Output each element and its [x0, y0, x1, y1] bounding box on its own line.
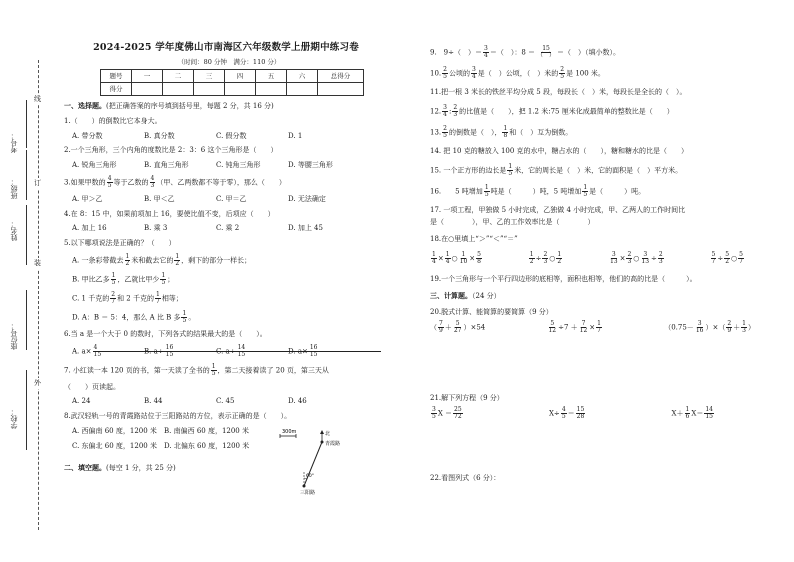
- calc-expression: $\frac{5}{12}$ ÷7 ＋ $\frac{7}{12}$ × $\frac{1}{7}$: [548, 320, 601, 334]
- option[interactable]: C. 乘 2: [216, 224, 240, 233]
- angle-label: 60°: [306, 474, 314, 479]
- section-heading: 一、选择题。(把正确答案的序号填到括号里，每题 2 分，共 16 分): [64, 101, 274, 110]
- options-4: [72, 224, 394, 233]
- question-6: 6.当 a 是一个大于 0 的数时，下列各式的结果最大的是（ ）。: [64, 329, 267, 338]
- score-cell[interactable]: [225, 83, 256, 96]
- question-17: 17. 一项工程，甲独做 5 小时完成，乙独做 4 小时完成，甲、乙两人的工作时间比: [430, 205, 686, 214]
- option[interactable]: D. 1: [288, 131, 303, 140]
- options-3: [72, 195, 394, 204]
- option[interactable]: D. 46: [288, 397, 307, 406]
- section-heading: 二、填空题。(每空 1 分，共 25 分): [64, 463, 176, 473]
- equation: $\frac{3}{5}$ X ＝ $\frac{25}{72}$: [432, 405, 462, 420]
- compare-item[interactable]: $\frac{3}{13}$ × $\frac{2}{3}$ ○ $\frac{3}{13}$ ÷ $\frac{2}{3}$: [609, 250, 663, 265]
- option[interactable]: C. 东偏北 60 度，1200 米: [72, 441, 157, 450]
- cut-line: [38, 60, 39, 530]
- margin-label-name: 姓名：: [10, 220, 18, 241]
- option[interactable]: C. 45: [216, 397, 235, 406]
- question-10: 10. $\frac{2}{5}$ 公顷的 $\frac{3}{4}$ 是（ ）公顷，（ ）米的 $\frac{2}{5}$ 是 100 米。: [430, 66, 605, 80]
- option[interactable]: A. 甲＞乙: [72, 194, 103, 203]
- option[interactable]: A. 加上 16: [72, 224, 107, 233]
- right-column: [430, 46, 775, 491]
- option[interactable]: D. 加上 45: [288, 224, 323, 233]
- question-8: 8.武汉轻轨一号的青霞路站位于三阳路站的方位，表示正确的是（ ）。: [64, 412, 292, 420]
- exam-subtitle: （时间：80 分钟 满分：110 分）: [177, 57, 281, 66]
- question-7-cont: （ ）页读起。: [64, 382, 120, 391]
- question-4: 4.在 8：15 中，如果前项加上 16，要使比值不变，后项应（ ）: [64, 209, 275, 218]
- option[interactable]: A. 带分数: [72, 131, 103, 140]
- question-20: 20.脱式计算、能简算的要简算（9 分）: [430, 308, 553, 317]
- score-cell[interactable]: [287, 83, 318, 96]
- question-22: 22.看图列式（6 分）：: [430, 473, 501, 482]
- score-cell[interactable]: [163, 83, 194, 96]
- option[interactable]: C. 甲＝乙: [216, 194, 247, 203]
- question-9: 9. 9÷（ ）＝ $\frac{3}{4}$ ＝（ ）：8 ＝ $\frac{15}{( )}$ ＝（ ）（填小数）。: [430, 45, 621, 59]
- station-sanyang-marker: [303, 485, 306, 488]
- fill-line: [26, 370, 27, 450]
- score-header-cell: 一: [132, 70, 163, 83]
- margin-label-school: 学校：: [10, 408, 18, 429]
- option[interactable]: D. 北偏东 60 度，1200 米: [164, 441, 250, 450]
- option[interactable]: D. A：B ＝ 5：4，那么 A 比 B 多 $\frac{1}{5}$ 。: [72, 309, 196, 324]
- margin-label-exam-no: 考号：: [10, 132, 18, 153]
- option[interactable]: C. 假分数: [216, 131, 247, 140]
- question-13: 13. $\frac{2}{5}$ 的倒数是（ ）， $\frac{1}{8}$ 和（ ）互为倒数。: [430, 124, 573, 139]
- question-7: 7. 小红读一本 120 页的书，第一天读了全书的 $\frac{1}{5}$ ，第二天接着读了 20 页，第三天从: [64, 362, 329, 377]
- options-7: [72, 397, 394, 406]
- binding-margin: [0, 0, 62, 562]
- option[interactable]: B. 乘 3: [144, 224, 168, 233]
- margin-word: 装: [34, 259, 41, 267]
- option[interactable]: B. 直角三角形: [144, 161, 189, 169]
- options-2: [72, 161, 394, 170]
- margin-label-class: 班级：: [10, 178, 18, 199]
- station-qingxia-label: 青霞路: [325, 441, 341, 447]
- question-12: 12. $\frac{3}{4}$ : $\frac{2}{3}$ 的比值是（ ），把 1.2 米:75 厘米化成最简单的整数比是（ ）: [430, 103, 674, 118]
- score-row-label: 得分: [101, 83, 132, 96]
- exam-title: 2024-2025 学年度佛山市南海区六年级数学上册期中练习卷: [93, 42, 359, 53]
- question-18: 18.在○里填上“＞”“＜”“＝”: [430, 235, 518, 243]
- score-cell[interactable]: [194, 83, 225, 96]
- question-11: 11.把一根 3 米长的铁丝平均分成 5 段，每段长（ ）米，每段长是全长的（ ）。: [430, 88, 687, 96]
- option[interactable]: A. a× $\frac{4}{15}$: [72, 345, 144, 358]
- option[interactable]: C. a÷ $\frac{14}{15}$: [216, 345, 288, 358]
- option[interactable]: D. 等腰三角形: [288, 161, 333, 169]
- question-2: 2.一个三角形，三个内角的度数比是 2：3：6 这个三角形是（ ）: [64, 146, 278, 155]
- option[interactable]: A. 24: [72, 397, 91, 406]
- score-header-cell: 三: [194, 70, 225, 83]
- option[interactable]: D. a× $\frac{16}{15}$: [288, 345, 360, 358]
- equation: X÷ $\frac{4}{5}$ ＝ $\frac{15}{28}$: [548, 405, 585, 420]
- margin-word: 外: [34, 379, 41, 387]
- score-cell[interactable]: [318, 83, 364, 96]
- fill-line: [26, 205, 27, 265]
- score-cell[interactable]: [256, 83, 287, 96]
- score-header-cell: 四: [225, 70, 256, 83]
- option[interactable]: A. 一条彩带截去 $\frac{1}{2}$ 米和截去它的 $\frac{1}{2}$ ，剩下的部分一样长；: [72, 252, 252, 267]
- direction-diagram: [270, 428, 350, 496]
- margin-word: 订: [34, 179, 41, 187]
- calc-expression: （ $\frac{7}{9}$ ＋ $\frac{5}{27}$ ）×54: [430, 320, 486, 334]
- compare-row: [430, 252, 775, 265]
- section-heading: 三、计算题。（24 分）: [430, 290, 501, 300]
- question-17-cont: 是（ ），甲、乙的工作效率比是（ ）: [430, 218, 595, 227]
- score-cell[interactable]: [132, 83, 163, 96]
- calc-expression: （0.75－ $\frac{3}{16}$ ）×（ $\frac{2}{9}$ ＋ $\frac{1}{3}$ ）: [664, 320, 755, 334]
- question-3: 3.如果甲数的 $\frac{4}{5}$ 等于乙数的 $\frac{4}{3}$ （甲、乙两数都不等于零），那么（ ）: [64, 174, 286, 189]
- option[interactable]: B. 甲比乙多 $\frac{1}{5}$ ，乙就比甲少 $\frac{1}{5}$ ；: [72, 271, 175, 286]
- station-sanyang-label: 三阳路: [300, 490, 316, 496]
- compare-item[interactable]: $\frac{1}{4}$ × $\frac{1}{4}$ ○ $\frac{1}{10}$ × $\frac{5}{8}$: [432, 250, 481, 265]
- north-arrow: [320, 430, 324, 442]
- score-header-cell: 题号: [101, 70, 132, 83]
- score-table: [100, 69, 364, 96]
- question-21: 21.解下列方程（9 分）: [430, 394, 504, 402]
- north-label: 北: [325, 431, 331, 437]
- option[interactable]: A. 西偏南 60 度，1200 米: [72, 426, 157, 435]
- compare-item[interactable]: $\frac{5}{7}$ ÷ $\frac{5}{2}$ ○ $\frac{5}{7}$: [711, 250, 743, 265]
- question-19: 19.一个三角形与一个平行四边形的底相等，面积也相等，他们的高的比是（ ）。: [430, 274, 697, 283]
- fill-line: [26, 290, 27, 350]
- option[interactable]: A. 锐角三角形: [72, 161, 117, 169]
- question-16: 16. 5 吨增加 $\frac{1}{5}$ 吨是（ ）吨，5 吨增加 $\frac{1}{5}$ 是（ ）吨。: [430, 183, 646, 198]
- question-5: 5.以下哪项说法是正确的？（ ）: [64, 239, 176, 247]
- option[interactable]: B. a÷ $\frac{16}{15}$: [144, 345, 216, 358]
- option[interactable]: B. 44: [144, 397, 163, 406]
- scale-label: 300m: [282, 429, 297, 435]
- fill-line: [26, 100, 27, 148]
- equation: X＋ $\frac{1}{6}$ X＝ $\frac{14}{15}$: [671, 405, 713, 420]
- route-line: [304, 442, 322, 486]
- option[interactable]: B. 真分数: [144, 131, 175, 140]
- question-1: 1.（ ）的倒数比它本身大。: [64, 116, 162, 125]
- options-1: [72, 132, 394, 141]
- option[interactable]: C. 钝角三角形: [216, 161, 261, 169]
- margin-label-seat: 座位号：: [10, 322, 18, 350]
- score-header-cell: 总得分: [318, 70, 364, 83]
- option[interactable]: B. 南偏西 60 度，1200 米: [164, 426, 249, 435]
- score-header-cell: 二: [163, 70, 194, 83]
- margin-word: 线: [34, 95, 41, 103]
- option[interactable]: D. 无法确定: [288, 194, 326, 203]
- option[interactable]: B. 甲＜乙: [144, 194, 175, 203]
- question-14: 14. 把 10 克的糖放入 100 克的水中，糖占水的（ ），糖和糖水的比是（ ）: [430, 146, 689, 155]
- option[interactable]: C. 1 千克的 $\frac{2}{7}$ 和 2 千克的 $\frac{1}{7}$ 相等；: [72, 290, 183, 305]
- options-6: [72, 345, 394, 358]
- equation-row: [430, 407, 775, 420]
- question-15: 15. 一个正方形的边长是 $\frac{1}{5}$ 米，它的周长是（ ）米，它的面积是（ ）平方米。: [430, 162, 683, 177]
- fill-line: [26, 150, 27, 200]
- score-header-cell: 五: [256, 70, 287, 83]
- compare-item[interactable]: $\frac{1}{2}$ ÷ $\frac{2}{3}$ ○ $\frac{1}{2}$: [529, 250, 562, 265]
- left-column: [64, 42, 394, 473]
- score-header-cell: 六: [287, 70, 318, 83]
- calc-row: [430, 321, 775, 334]
